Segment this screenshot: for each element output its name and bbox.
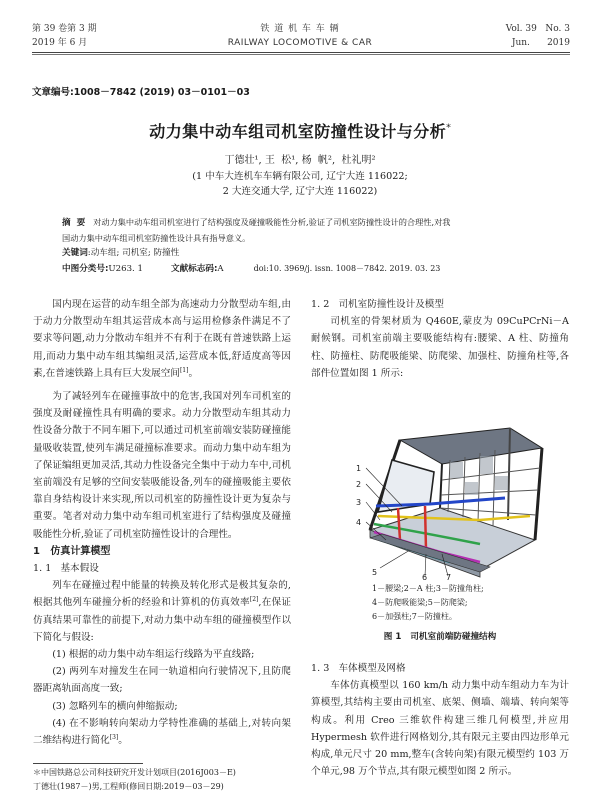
assumption-intro: 列车在碰撞过程中能量的转换及转化形式是极其复杂的,根据其他列车碰撞分析的经验和计算机的仿真效率[2],在保证仿真结果可靠性的前提下,对动力集中动车组的碰撞模型作以下简化与假设:: [33, 580, 291, 643]
right-column-bottom: [311, 660, 569, 780]
figure-label-3: 3: [356, 498, 362, 507]
figure-1-caption: 图 1 司机室前端防碰撞结构: [383, 632, 497, 642]
abstract-label: 摘 要: [62, 218, 86, 228]
classification-line: [62, 261, 544, 277]
abstract-line-1: [62, 215, 544, 231]
doc-code-value: A: [217, 264, 224, 274]
article-title-wrap: [0, 119, 600, 142]
figure-label-6: 6: [422, 573, 428, 580]
authors: 丁德壮¹, 王 松¹, 杨 帆², 杜礼明²: [224, 155, 376, 166]
mesh-paragraph: 车体仿真模型以 160 km/h 动力集中动车组动力车为计算模型,其结构主要由司机室、底架、侧墙、端墙、转向架等构成。利用 Creo 三维软件构建三维几何模型,并应用 Hypermesh 软件进行网格划分,其有限元主要由四边形单元构成,单元尺寸 20 mm,整车(含转向架)有限元模型约 103 万个单元,98 万个节点,其有限元模型如图 2 所示。: [311, 680, 569, 778]
assumption-3: (3) 忽略列车的横向伸缩振动;: [52, 700, 178, 712]
header-rule: [32, 52, 570, 53]
assumption-2: (2) 两列车对撞发生在同一轨道相向行驶情况下,且防爬器距离轨面高度一致;: [33, 666, 291, 695]
figure-label-7: 7: [446, 573, 452, 580]
footnote-funding: ＊中国铁路总公司科技研究开发计划项目(2016J003－E): [33, 768, 236, 777]
header-journal-cn: 铁 道 机 车 车 辆: [260, 24, 340, 34]
header-date-en: Jun. 2019: [511, 38, 570, 48]
figure-1-legend: [372, 582, 484, 624]
abstract-text-1: 对动力集中动车组司机室进行了结构强度及碰撞吸能性分析,验证了司机室防撞性设计的合理性,对我: [93, 217, 451, 227]
article-title: 动力集中动车组司机室防撞性设计与分析: [149, 122, 447, 141]
legend-line-1: 1－腰梁;2－A 柱;3－防撞角柱;: [372, 584, 484, 593]
title-footnote-mark: *: [446, 123, 451, 134]
section-1-2-heading: 1. 2 司机室防撞性设计及模型: [311, 299, 444, 310]
affiliation-line-1: (1 中车大连机车车辆有限公司, 辽宁大连 116022;: [192, 171, 408, 182]
figure-label-4: 4: [356, 518, 362, 527]
section-1-1-heading: 1. 1 基本假设: [33, 563, 99, 575]
intro-paragraph-1: 国内现在运营的动车组全部为高速动力分散型动车组,由于动力分散型动车组其运营成本高与运用检修条件满足不了要求等问题,动力分散动车组并不有利于在既有普速铁路上运用,而动力集中动车组其编组灵活,运营成本低,舒适度高等因素,在普速铁路上具有巨大发展空间[1]。: [33, 299, 291, 379]
footnote-rule: [33, 763, 143, 764]
keywords-text: 动车组; 司机室; 防撞性: [90, 248, 180, 258]
footnote-author: 丁德壮(1987－)男,工程师(修回日期:2019－03－29): [33, 782, 224, 791]
section-1-heading: 1 仿真计算模型: [33, 545, 111, 557]
legend-line-2: 4－防爬吸能梁;5－防爬梁;: [372, 598, 468, 607]
affiliation-line-2: 2 大连交通大学, 辽宁大连 116022): [222, 186, 378, 197]
material-paragraph: 司机室的骨架材质为 Q460E,蒙皮为 09CuPCrNi－A 耐候钢。司机室前端主要吸能结构有:腰梁、A 柱、防撞角柱、防撞柱、防爬吸能梁、防爬梁、加强柱、防撞角柱等,各部件位置如图 1 所示:: [311, 316, 569, 379]
clc-value: U263. 1: [108, 264, 143, 274]
article-number: 文章编号:1008－7842 (2019) 03－0101－03: [32, 87, 250, 98]
keywords-sep: :: [87, 248, 91, 258]
figure-label-1: 1: [356, 464, 362, 473]
left-column: [33, 296, 291, 749]
abstract-line-2: 国动力集中动车组司机室防撞性设计具有指导意义。: [62, 233, 251, 243]
header-date-cn: 2019 年 6 月: [32, 38, 88, 48]
figure-1-cab-structure: [330, 420, 550, 580]
header-journal-en: RAILWAY LOCOMOTIVE & CAR: [227, 38, 373, 48]
doc-code-label: 文献标志码:: [170, 264, 218, 274]
header-volume-cn: 第 39 卷第 3 期: [32, 24, 97, 34]
abstract-block: [62, 215, 544, 277]
section-1-3-heading: 1. 3 车体模型及网格: [311, 663, 406, 674]
cab-frame-drawing: [370, 428, 542, 577]
header-volume-en: Vol. 39 No. 3: [505, 24, 570, 34]
intro-paragraph-2: 为了减轻列车在碰撞事故中的危害,我国对列车司机室的强度及耐碰撞性具有明确的要求。动力分散型动车组其动力性设备分散于不同车厢下,可以通过司机室前端安装防碰撞能量吸收装置,使列车满足碰撞标准要求。而动力集中动车组为了保证编组更加灵活,其动力性设备完全集中于动力车中,司机室前端没有足够的空间安装吸能设备,列车的碰撞吸能主要依靠自身结构设计来实现,所以司机室的防撞性设计更为复杂与重要。笔者对动力集中动车组司机室进行了结构强度及碰撞吸能性分析,验证了司机室防撞性设计的合理性。: [33, 391, 291, 540]
figure-label-5: 5: [372, 568, 378, 577]
clc-label: 中图分类号:: [62, 264, 109, 274]
assumption-4: (4) 在不影响转向架动力学特性准确的基础上,对转向架二维结构进行简化[3]。: [33, 717, 291, 747]
assumption-1: (1) 根据的动力集中动车组运行线路为平直线路;: [52, 649, 255, 661]
doi-value: doi:10. 3969/j. issn. 1008－7842. 2019. 03. 23: [253, 264, 441, 273]
right-column-top: [311, 296, 569, 382]
figure-label-2: 2: [356, 480, 362, 489]
legend-line-3: 6－加强柱;7－防撞柱。: [372, 612, 457, 621]
keywords-label: 关键词: [62, 248, 88, 258]
keywords-line: [62, 246, 544, 261]
header-rule-thin: [32, 54, 570, 55]
